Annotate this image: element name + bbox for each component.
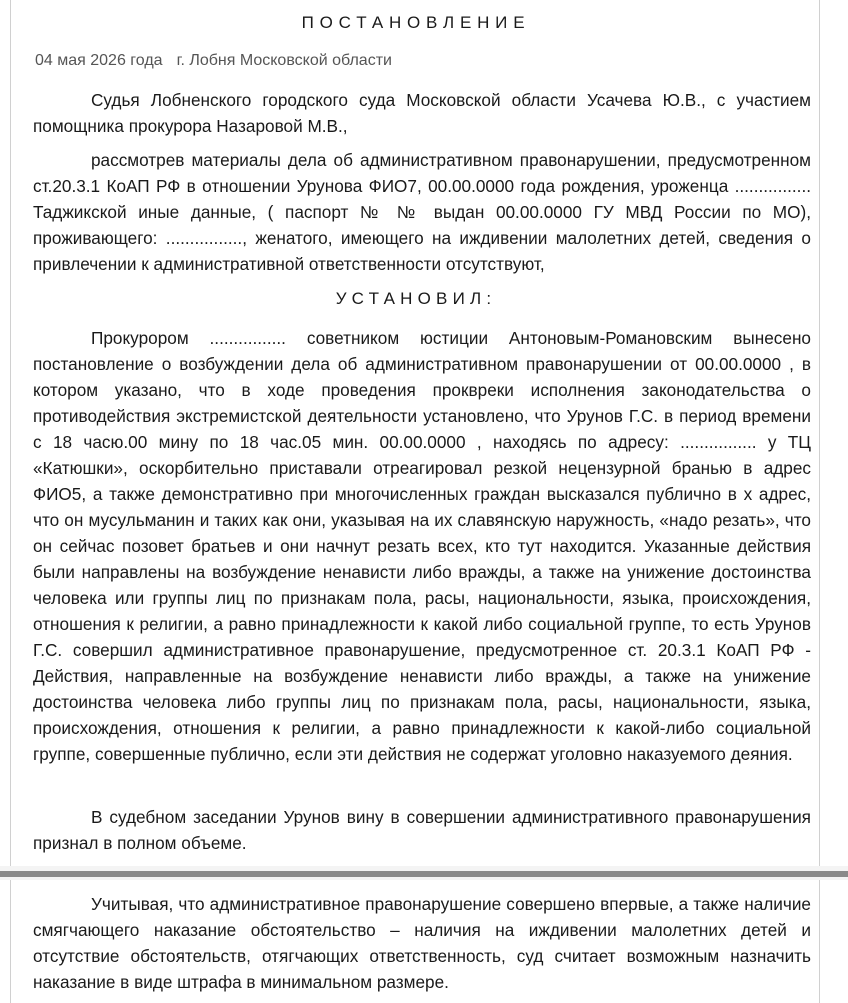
document-place: г. Лобня Московской области xyxy=(176,52,392,69)
intro-paragraph: Судья Лобненского городского суда Московской области Усачева Ю.В., с участием помощника прокурора Назаровой М.В., xyxy=(33,90,811,136)
page-divider xyxy=(0,866,848,880)
document-page xyxy=(10,0,820,866)
document-title: ПОСТАНОВЛЕНИЕ xyxy=(301,13,531,32)
body-paragraph: Прокурором ................ советником юстиции Антоновым-Романовским вынесено постановление о возбуждении дела об административном правонарушении от 00.00.0000 , в котором указано, что в ходе проведения проквреки исполнения законодательства о противодействия экстремистской деятельности установлено, что Урунов Г.С. в период времени с 18 часю.00 мину по 18 час.05 мин. 00.00.0000 , находясь по адресу: ................ у ТЦ «Катюшки», оскорбительно приставали отреагировал резкой нецензурной бранью в адрес ФИО5, а также демонстративно при многочисленных граждан высказался публично в х адрес, что он мусульманин и таких как они, указывая на их славянскую наружность, «надо резать», что он сейчас позовет братьев и они начнут резать всех, кто тут находится. Указанные действия были направлены на возбуждение ненависти либо вражды, а также на унижение достоинства человека или группы лиц по признакам пола, расы, национальности, языка, происхождения, отношения к религии, а равно принадлежности к какой либо социальной группе, то есть Урунов Г.С. совершил административное правонарушение, предусмотренное ст. 20.3.1 КоАП РФ - Действия, направленные на возбуждение ненависти либо вражды, а также на унижение достоинства человека либо группы лиц по признакам пола, расы, национальности, языка, происхождения, отношения к религии, а равно принадлежности к какой-либо социальной группе, совершенные публично, если эти действия не содержат уголовно наказуемого деяния. xyxy=(33,328,811,764)
page-divider-bar xyxy=(0,871,848,877)
document-date: 04 мая 2026 года xyxy=(35,52,163,69)
document-page-continuation xyxy=(10,880,820,1003)
continuation-paragraph: Учитывая, что административное правонарушение совершено впервые, а также наличие смягчающего наказание обстоятельство – наличия на иждивении малолетних детей и отсутствие обстоятельств, отягчающих ответственность, суд считает возможным назначить наказание в виде штрафа в минимальном размере. xyxy=(33,894,811,992)
document-dateline xyxy=(35,49,392,73)
section-title: УСТАНОВИЛ: xyxy=(335,289,497,308)
body-paragraph: В судебном заседании Урунов вину в совершении административного правонарушения признал в полном объеме. xyxy=(33,807,811,853)
case-details-paragraph: рассмотрев материалы дела об административном правонарушении, предусмотренном ст.20.3.1 КоАП РФ в отношении Урунова ФИО7, 00.00.0000 года рождения, уроженца ................ Таджикской иные данные, ( паспорт № № выдан 00.00.0000 ГУ МВД России по МО), проживающего: ................, женатого, имеющего на иждивении малолетних детей, сведения о привлечении к административной ответственности отсутствуют, xyxy=(33,150,811,274)
